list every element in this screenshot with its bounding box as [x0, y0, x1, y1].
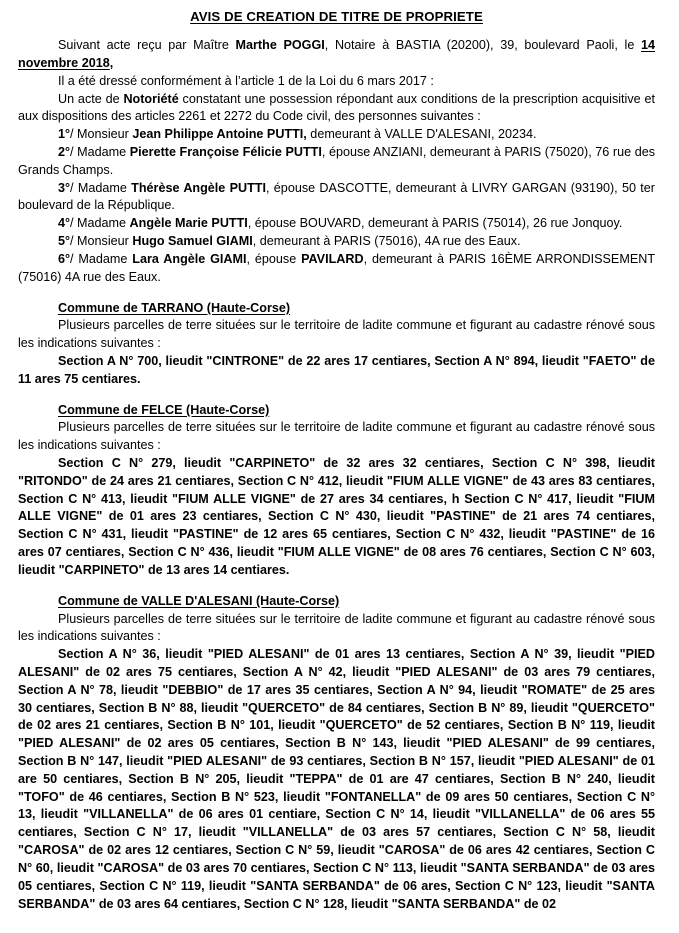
commune-heading-felce	[18, 402, 655, 420]
commune-parcels-tarrano	[18, 353, 655, 389]
intro-line2: Il a été dressé conformément à l’article 1 de la Loi du 6 mars 2017 :	[58, 73, 434, 88]
person-civility: Monsieur	[77, 127, 133, 142]
intro-line1-post: ,	[109, 55, 114, 70]
commune-parcels-valle-dalesani	[18, 646, 655, 913]
person-number: 6°	[58, 251, 71, 266]
person-civility: Madame	[77, 180, 132, 195]
person-number: 5°	[58, 234, 71, 249]
person-number: 1°	[58, 127, 71, 142]
person-details: , épouse	[246, 251, 302, 266]
person-sep: /	[70, 234, 78, 249]
act-date: 14 novembre 2018	[18, 38, 655, 70]
person-civility: Madame	[78, 251, 133, 266]
intro-paragraph-law	[18, 73, 655, 91]
commune-parcels-felce	[18, 455, 655, 580]
page-title-text: AVIS DE CREATION DE TITRE DE PROPRIETE	[190, 9, 483, 24]
person-civility: Madame	[77, 216, 130, 231]
person-sep: /	[70, 216, 78, 231]
intro-paragraph-notary	[18, 37, 655, 73]
person-entry-3	[18, 180, 655, 216]
person-name: Hugo Samuel GIAMI	[132, 234, 253, 249]
commune-intro-valle-dalesani	[18, 611, 655, 647]
person-number: 2°	[58, 145, 71, 160]
person-civility: Madame	[77, 145, 130, 160]
commune-heading-text: Commune de VALLE D'ALESANI (Haute-Corse)	[58, 593, 340, 608]
person-details: , épouse BOUVARD, demeurant à PARIS (75014), 26 rue Jonquoy.	[247, 216, 623, 231]
person-spouse-name: PAVILARD	[301, 251, 364, 266]
page-title	[18, 9, 655, 25]
intro-line3-pre: Un acte de	[58, 91, 124, 106]
commune-parcels-text: Section C N° 279, lieudit "CARPINETO" de 32 ares 32 centiares, Section C N° 398, lieudit "RITONDO" de 24 ares 21 centiares, Section C N° 412, lieudit "FIUM ALLE VIGNE" de 43 ares 83 centiares, Section C N° 413, lieudit "FIUM ALLE VIGNE" de 27 ares 34 centiares, h Section C N° 417, lieudit "FIUM ALLE VIGNE" de 01 ares 23 centiares, Section C N° 430, lieudit "PASTINE" de 21 ares 74 centiares, Section C N° 431, lieudit "PASTINE" de 12 ares 65 centiares, Section C N° 432, lieudit "PASTINE" de 16 ares 07 centiares, Section C N° 436, lieudit "FIUM ALLE VIGNE" de 08 ares 76 centiares, Section C N° 603, lieudit "CARPINETO" de 13 ares 14 centiares.	[18, 456, 655, 577]
section-spacer	[18, 287, 655, 300]
person-details-2: , demeurant à PARIS 16ÈME ARRONDISSEMENT (75016) 4A rue des Eaux.	[18, 251, 656, 284]
intro-line1-mid: , Notaire à BASTIA (20200), 39, boulevard Paoli, le	[324, 38, 641, 53]
commune-intro-felce	[18, 419, 655, 455]
person-name: Pierette Françoise Félicie PUTTI	[129, 145, 322, 160]
person-name: Lara Angèle GIAMI	[132, 251, 247, 266]
person-name: Angèle Marie PUTTI	[129, 216, 248, 231]
person-details: , demeurant à PARIS (75016), 4A rue des Eaux.	[252, 234, 521, 249]
person-details: , épouse DASCOTTE, demeurant à LIVRY GARGAN (93190), 50 ter boulevard de la République.	[18, 180, 656, 213]
person-entry-1	[18, 126, 655, 144]
commune-heading-valle-dalesani	[18, 593, 655, 611]
section-spacer	[18, 389, 655, 402]
person-sep: /	[70, 251, 79, 266]
person-name: Thérèse Angèle PUTTI	[131, 180, 266, 195]
notary-name: Marthe POGGI	[235, 38, 325, 53]
person-entry-6	[18, 251, 655, 287]
commune-parcels-text: Section A N° 700, lieudit "CINTRONE" de 22 ares 17 centiares, Section A N° 894, lieudit "FAETO" de 11 ares 75 centiares.	[18, 353, 655, 386]
person-number: 4°	[58, 216, 71, 231]
intro-line1-pre: Suivant acte reçu par Maître	[58, 38, 236, 53]
person-name: Jean Philippe Antoine PUTTI,	[132, 127, 307, 142]
person-entry-4	[18, 215, 655, 233]
person-details: demeurant à VALLE D'ALESANI, 20234.	[306, 127, 537, 142]
commune-heading-text: Commune de FELCE (Haute-Corse)	[58, 402, 270, 417]
commune-parcels-text: Section A N° 36, lieudit "PIED ALESANI" de 01 ares 13 centiares, Section A N° 39, lieudit "PIED ALESANI" de 02 ares 75 centiares, Section A N° 42, lieudit "PIED ALESANI" de 03 ares 79 centiares, Section A N° 78, lieudit "DEBBIO" de 17 ares 35 centiares, Section A N° 94, lieudit "ROMATE" de 25 ares 30 centiares, Section B N° 88, lieudit "QUERCETO" de 84 centiares, Section B N° 89, lieudit "QUERCETO" de 02 ares 21 centiares, Section B N° 101, lieudit "QUERCETO" de 52 centiares, Section B N° 119, lieudit "PIED ALESANI" de 02 ares 05 centiares, Section B N° 143, lieudit "PIED ALESANI" de 99 centiares, Section B N° 147, lieudit "PIED ALESANI" de 93 centiares, Section B N° 157, lieudit "PIED ALESANI" de 01 are 50 centiares, Section B N° 205, lieudit "TEPPA" de 01 are 47 centiares, Section B N° 240, lieudit "TOFO" de 46 centiares, Section B N° 523, lieudit "FONTANELLA" de 09 ares 50 centiares, Section C N° 13, lieudit "VILLANELLA" de 06 ares 01 centiare, Section C N° 14, lieudit "VILLANELLA" de 06 ares 55 centiares, Section C N° 17, lieudit "VILLANELLA" de 03 ares 57 centiares, Section C N° 58, lieudit "CAROSA" de 02 ares 12 centiares, Section C N° 59, lieudit "CAROSA" de 06 ares 42 centiares, Section C N° 60, lieudit "CAROSA" de 03 ares 70 centiares, Section C N° 113, lieudit "SANTA SERBANDA" de 03 ares 05 centiares, Section C N° 119, lieudit "SANTA SERBANDA" de 06 ares, Section C N° 123, lieudit "SANTA SERBANDA" de 03 ares 64 centiares, Section C N° 128, lieudit "SANTA SERBANDA" de 02	[18, 647, 655, 911]
person-sep: /	[70, 127, 78, 142]
intro-paragraph-notoriete	[18, 91, 655, 127]
commune-intro-tarrano	[18, 317, 655, 353]
person-details: , épouse ANZIANI, demeurant à PARIS (75020), 76 rue des Grands Champs.	[18, 145, 656, 177]
person-sep: /	[70, 145, 78, 160]
section-spacer	[18, 580, 655, 593]
person-entry-5	[18, 233, 655, 251]
person-civility: Monsieur	[77, 234, 133, 249]
commune-heading-tarrano	[18, 300, 655, 318]
commune-intro-text: Plusieurs parcelles de terre situées sur le territoire de ladite commune et figurant au cadastre rénové sous les indications suivantes :	[18, 420, 655, 453]
notoriete-term: Notoriété	[123, 91, 179, 106]
person-entry-2	[18, 144, 655, 180]
commune-heading-text: Commune de TARRANO (Haute-Corse)	[58, 300, 291, 315]
intro-line3-post: constatant une possession répondant aux conditions de la prescription acquisitive et aux dispositions des articles 2261 et 2272 du Code civil, des personnes suivantes :	[18, 91, 655, 124]
commune-intro-text: Plusieurs parcelles de terre situées sur le territoire de ladite commune et figurant au cadastre rénové sous les indications suivantes :	[18, 318, 655, 351]
person-number: 3°	[58, 180, 71, 195]
commune-intro-text: Plusieurs parcelles de terre situées sur le territoire de ladite commune et figurant au cadastre rénové sous les indications suivantes :	[18, 611, 655, 644]
person-sep: /	[70, 180, 78, 195]
